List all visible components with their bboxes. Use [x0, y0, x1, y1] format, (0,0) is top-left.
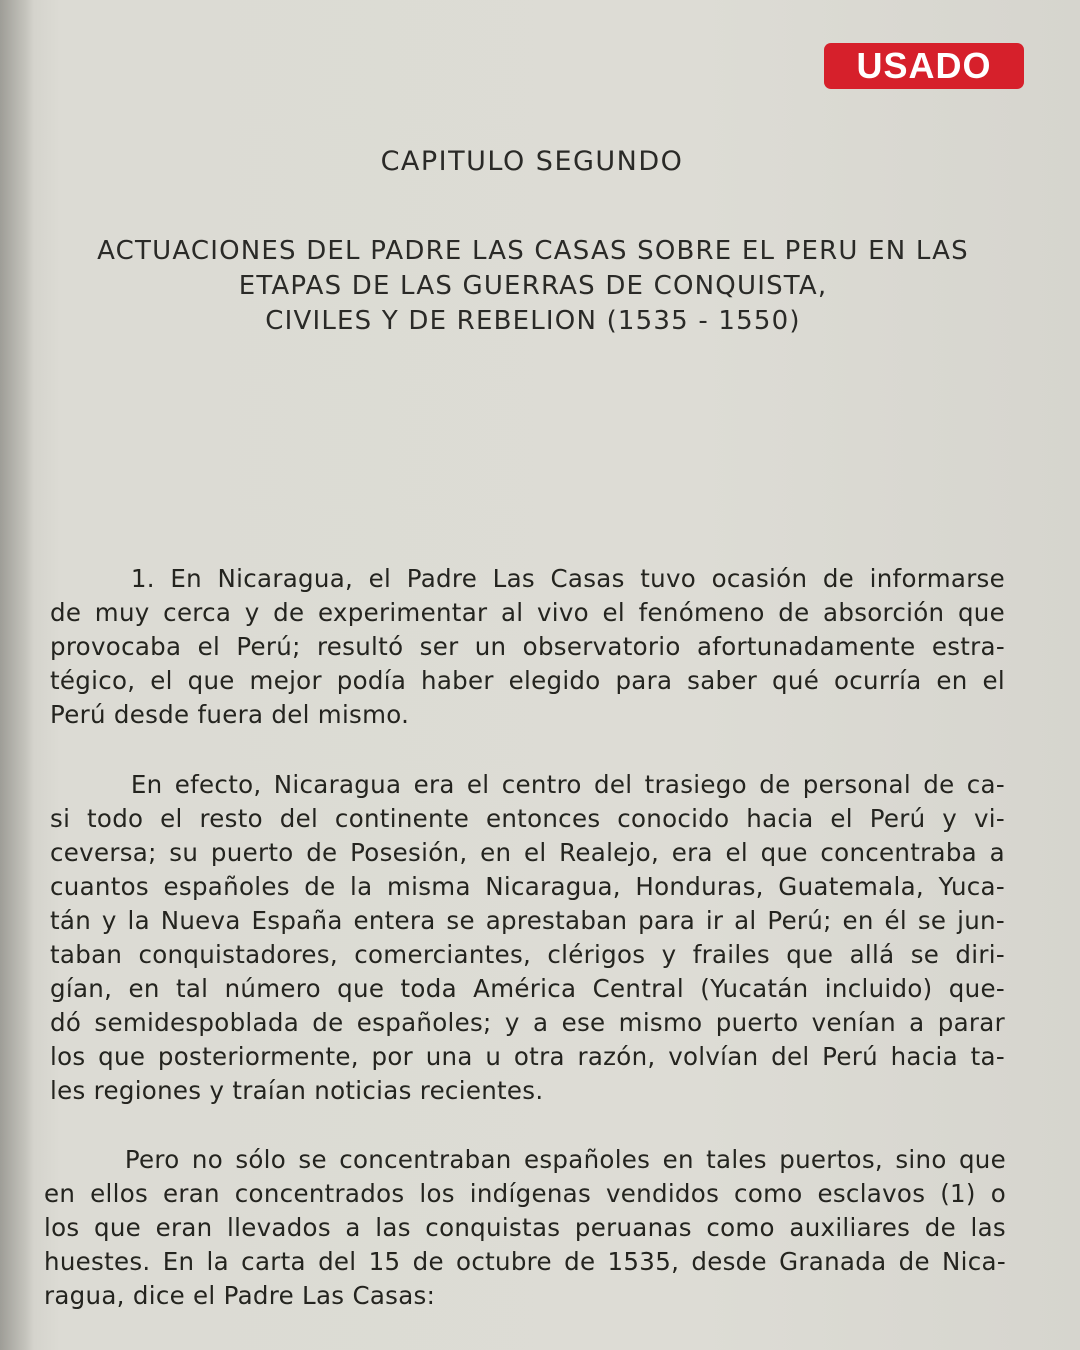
text-line: tégico, el que mejor podía haber elegido para saber qué ocurría en el	[50, 666, 1005, 695]
text-line: les regiones y traían noticias recientes.	[50, 1076, 544, 1105]
text-line: huestes. En la carta del 15 de octubre de 1535, desde Granada de Nica-	[44, 1247, 1006, 1276]
text-line: de muy cerca y de experimentar al vivo el fenómeno de absorción que	[50, 598, 1005, 627]
heading-line: ETAPAS DE LAS GUERRAS DE CONQUISTA,	[238, 271, 828, 301]
text-line: gían, en tal número que toda América Central (Yucatán incluido) que-	[50, 974, 1005, 1003]
text-line: los que eran llevados a las conquistas peruanas como auxiliares de las	[44, 1213, 1006, 1242]
text-line: provocaba el Perú; resultó ser un observatorio afortunadamente estra-	[50, 632, 1005, 661]
text-line: ragua, dice el Padre Las Casas:	[44, 1281, 436, 1310]
text-line: en ellos eran concentrados los indígenas vendidos como esclavos (1) o	[44, 1179, 1006, 1208]
text-line: Perú desde fuera del mismo.	[50, 700, 410, 729]
text-line: si todo el resto del continente entonces conocido hacia el Perú y vi-	[50, 804, 1005, 833]
chapter-title: CAPITULO SEGUNDO	[380, 146, 684, 177]
text-line: Pero no sólo se concentraban españoles en tales puertos, sino que	[124, 1145, 1006, 1174]
book-spine-shadow	[0, 0, 34, 1350]
text-line: ceversa; su puerto de Posesión, en el Realejo, era el que concentraba a	[50, 838, 1005, 867]
text-line: taban conquistadores, comerciantes, clérigos y frailes que allá se diri-	[50, 940, 1005, 969]
heading-line: ACTUACIONES DEL PADRE LAS CASAS SOBRE EL PERU EN LAS	[97, 236, 969, 266]
text-line: los que posteriormente, por una u otra razón, volvían del Perú hacia ta-	[50, 1042, 1005, 1071]
text-line: 1. En Nicaragua, el Padre Las Casas tuvo ocasión de informarse	[130, 564, 1005, 593]
text-line: cuantos españoles de la misma Nicaragua, Honduras, Guatemala, Yuca-	[50, 872, 1005, 901]
used-badge: USADO	[824, 43, 1024, 89]
text-line: En efecto, Nicaragua era el centro del trasiego de personal de ca-	[130, 770, 1005, 799]
paragraph-3	[44, 1143, 1006, 1313]
paragraph-1	[50, 562, 1005, 732]
chapter-heading	[50, 234, 1016, 339]
text-line: dó semidespoblada de españoles; y a ese mismo puerto venían a parar	[50, 1008, 1005, 1037]
heading-line: CIVILES Y DE REBELION (1535 - 1550)	[265, 306, 801, 336]
text-line: tán y la Nueva España entera se aprestaban para ir al Perú; en él se jun-	[50, 906, 1005, 935]
paragraph-2	[50, 768, 1005, 1108]
